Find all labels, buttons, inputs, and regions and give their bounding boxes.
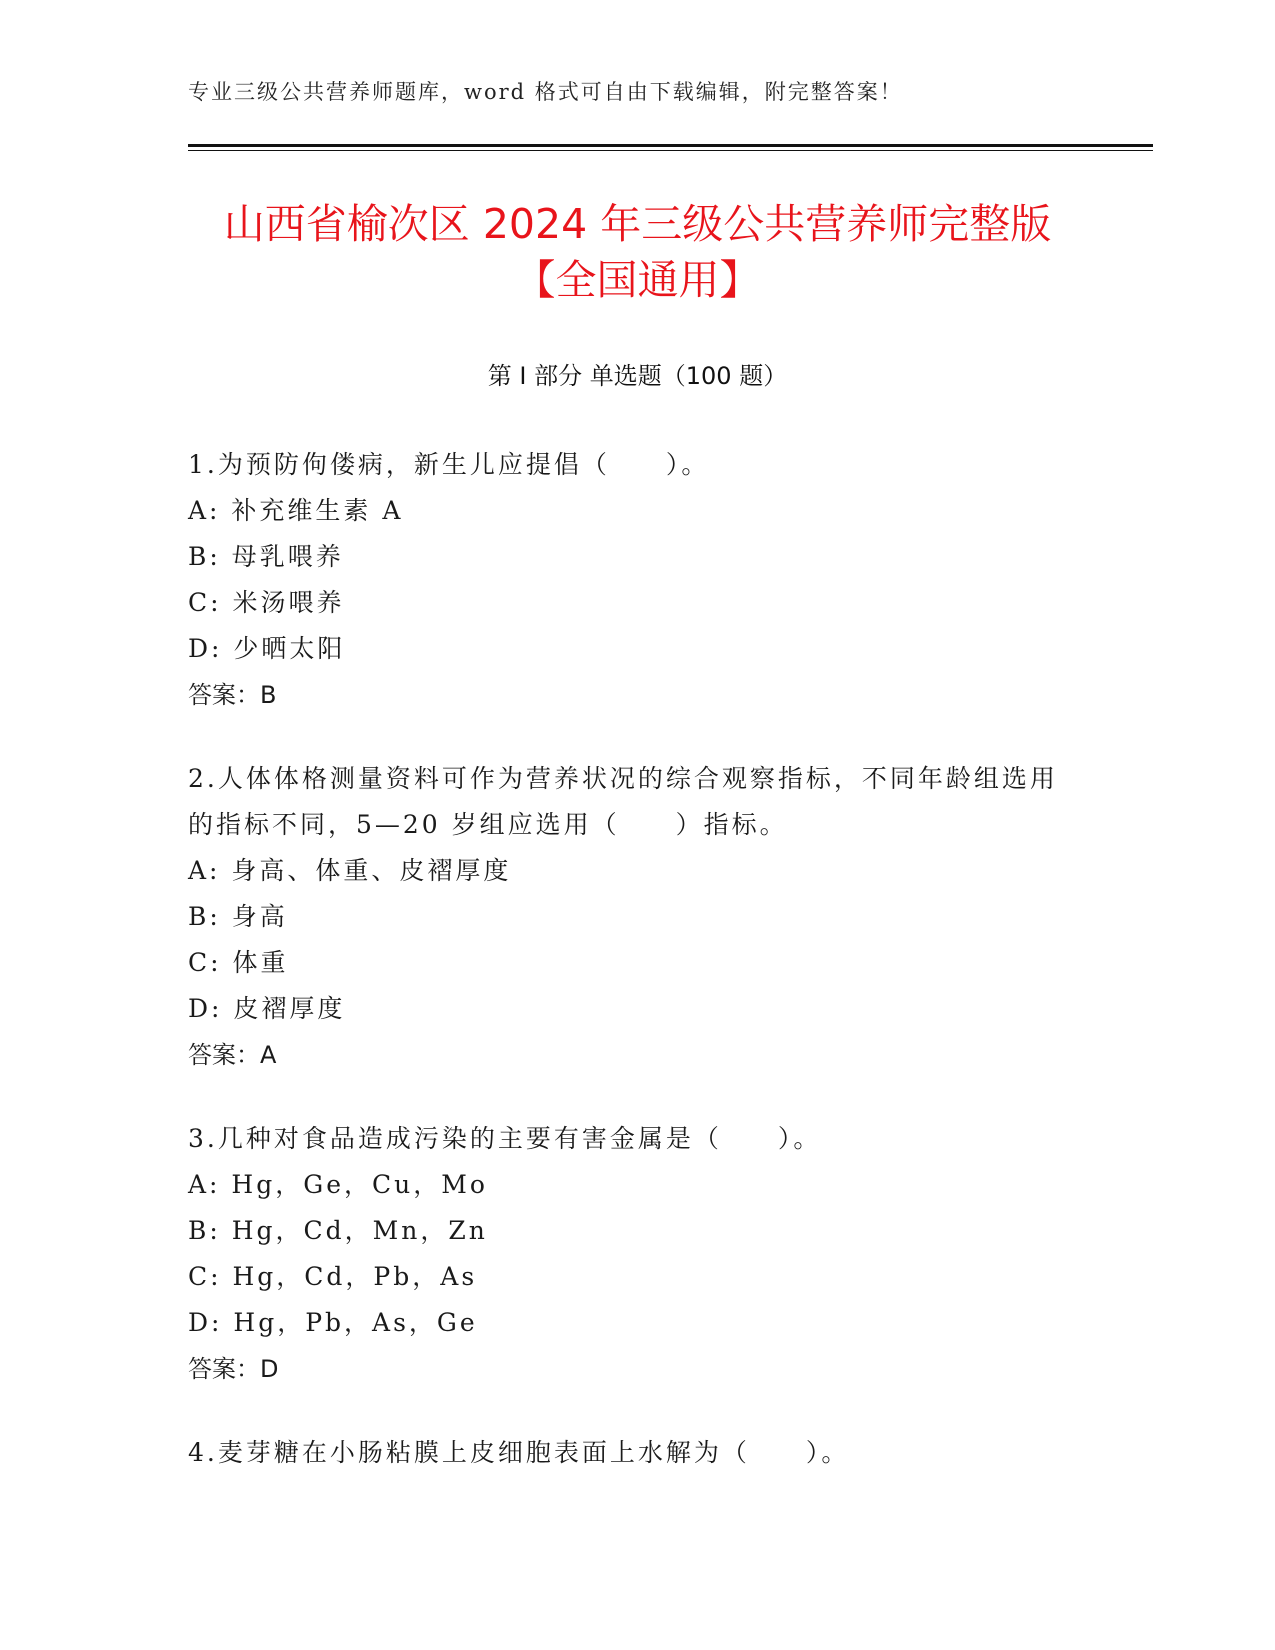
question-4 (188, 1430, 1068, 1476)
question-stem: 2.人体体格测量资料可作为营养状况的综合观察指标，不同年龄组选用的指标不同，5—20 岁组应选用（ ）指标。 (188, 764, 1058, 839)
option-c: C: 米汤喂养 (188, 588, 345, 617)
section-heading: 第 I 部分 单选题（100 题） (487, 362, 788, 390)
option-d: D: Hg，Pb，As，Ge (188, 1308, 478, 1337)
option-a: A: 补充维生素 A (188, 496, 404, 525)
option-b: B: 母乳喂养 (188, 542, 344, 571)
document-title-line1: 山西省榆次区 2024 年三级公共营养师完整版 (223, 200, 1052, 248)
document-title-line2: 【全国通用】 (514, 256, 761, 304)
question-stem: 4.麦芽糖在小肠粘膜上皮细胞表面上水解为（ ）。 (188, 1438, 850, 1467)
document-title (150, 196, 1125, 308)
answer-line: 答案：D (188, 1355, 279, 1383)
answer-line: 答案：A (188, 1041, 277, 1069)
question-1 (188, 442, 1068, 718)
question-2 (188, 756, 1068, 1078)
option-d: D: 皮褶厚度 (188, 994, 346, 1023)
option-a: A: Hg，Ge，Cu，Mo (188, 1170, 488, 1199)
question-list (188, 442, 1068, 1514)
question-stem: 3.几种对食品造成污染的主要有害金属是（ ）。 (188, 1124, 822, 1153)
question-3 (188, 1116, 1068, 1392)
header-rule-thin (188, 150, 1153, 151)
option-a: A: 身高、体重、皮褶厚度 (188, 856, 512, 885)
option-d: D: 少晒太阳 (188, 634, 346, 663)
answer-line: 答案：B (188, 681, 277, 709)
option-c: C: Hg，Cd，Pb，As (188, 1262, 478, 1291)
question-stem: 1.为预防佝偻病，新生儿应提倡（ ）。 (188, 450, 710, 479)
header-rule-thick (188, 144, 1153, 147)
option-c: C: 体重 (188, 948, 289, 977)
option-b: B: 身高 (188, 902, 288, 931)
option-b: B: Hg，Cd，Mn，Zn (188, 1216, 488, 1245)
header-note: 专业三级公共营养师题库，word 格式可自由下载编辑，附完整答案！ (188, 80, 903, 104)
